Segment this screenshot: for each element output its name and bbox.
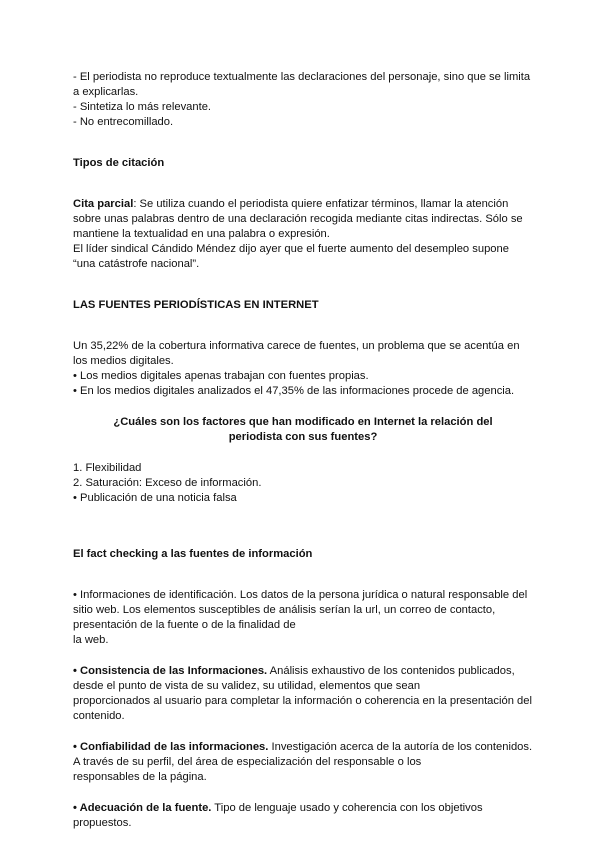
intro-line: - No entrecomillado.	[73, 116, 174, 128]
consistency-paragraph-cont: proporcionados al usuario para completar la información o coherencia en la presentación del contenido.	[73, 695, 532, 722]
reliability-label: • Confiabilidad de las informaciones.	[73, 741, 269, 753]
adequacy-label: • Adecuación de la fuente.	[73, 802, 212, 814]
intro-line: - Sintetiza lo más relevante.	[73, 101, 212, 113]
document-page	[73, 70, 533, 831]
reliability-paragraph-cont: responsables de la página.	[73, 771, 207, 783]
factor-item: 2. Saturación: Exceso de información.	[73, 477, 262, 489]
reliability-paragraph	[73, 740, 533, 770]
consistency-paragraph	[73, 664, 533, 694]
factor-item: 1. Flexibilidad	[73, 462, 142, 474]
identification-paragraph-end: la web.	[73, 634, 109, 646]
internet-sources-bullet: • En los medios digitales analizados el 47,35% de las informaciones procede de agencia.	[73, 385, 515, 397]
adequacy-text: Tipo de lenguaje usado y coherencia con los objetivos propuestos.	[73, 802, 483, 829]
consistency-text: Análisis exhaustivo de los contenidos publicados, desde el punto de vista de su validez, su utilidad, elementos que sean	[73, 665, 515, 692]
fact-checking-heading: El fact checking a las fuentes de información	[73, 548, 313, 560]
factor-item: • Publicación de una noticia falsa	[73, 492, 237, 504]
identification-paragraph: • Informaciones de identificación. Los datos de la persona jurídica o natural responsable del sitio web. Los elementos susceptibles de análisis serían la url, un correo de contacto, presentación de la fuente o de la finalidad de	[73, 589, 528, 631]
partial-citation-label: Cita parcial	[73, 198, 134, 210]
partial-citation-text: : Se utiliza cuando el periodista quiere enfatizar términos, llamar la atención sobre unas palabras dentro de una declaración recogida mediante citas indirectas. Sólo se mantiene la textualidad en una palabra o expresión.	[73, 198, 523, 240]
consistency-label: • Consistencia de las Informaciones.	[73, 665, 268, 677]
intro-line: - El periodista no reproduce textualmente las declaraciones del personaje, sino que se limita a explicarlas.	[73, 71, 531, 98]
internet-sources-heading: LAS FUENTES PERIODÍSTICAS EN INTERNET	[73, 299, 319, 311]
reliability-text: Investigación acerca de la autoría de los contenidos. A través de su perfil, del área de especialización del responsable o los	[73, 741, 533, 768]
partial-citation-paragraph	[73, 197, 533, 242]
citation-types-heading: Tipos de citación	[73, 157, 165, 169]
citation-example: El líder sindical Cándido Méndez dijo ayer que el fuerte aumento del desempleo supone “una catástrofe nacional”.	[73, 243, 509, 270]
internet-sources-paragraph: Un 35,22% de la cobertura informativa carece de fuentes, un problema que se acentúa en los medios digitales.	[73, 340, 520, 367]
adequacy-paragraph	[73, 801, 533, 831]
internet-sources-bullet: • Los medios digitales apenas trabajan con fuentes propias.	[73, 370, 369, 382]
factors-question: ¿Cuáles son los factores que han modificado en Internet la relación del periodista con sus fuentes?	[113, 416, 493, 443]
